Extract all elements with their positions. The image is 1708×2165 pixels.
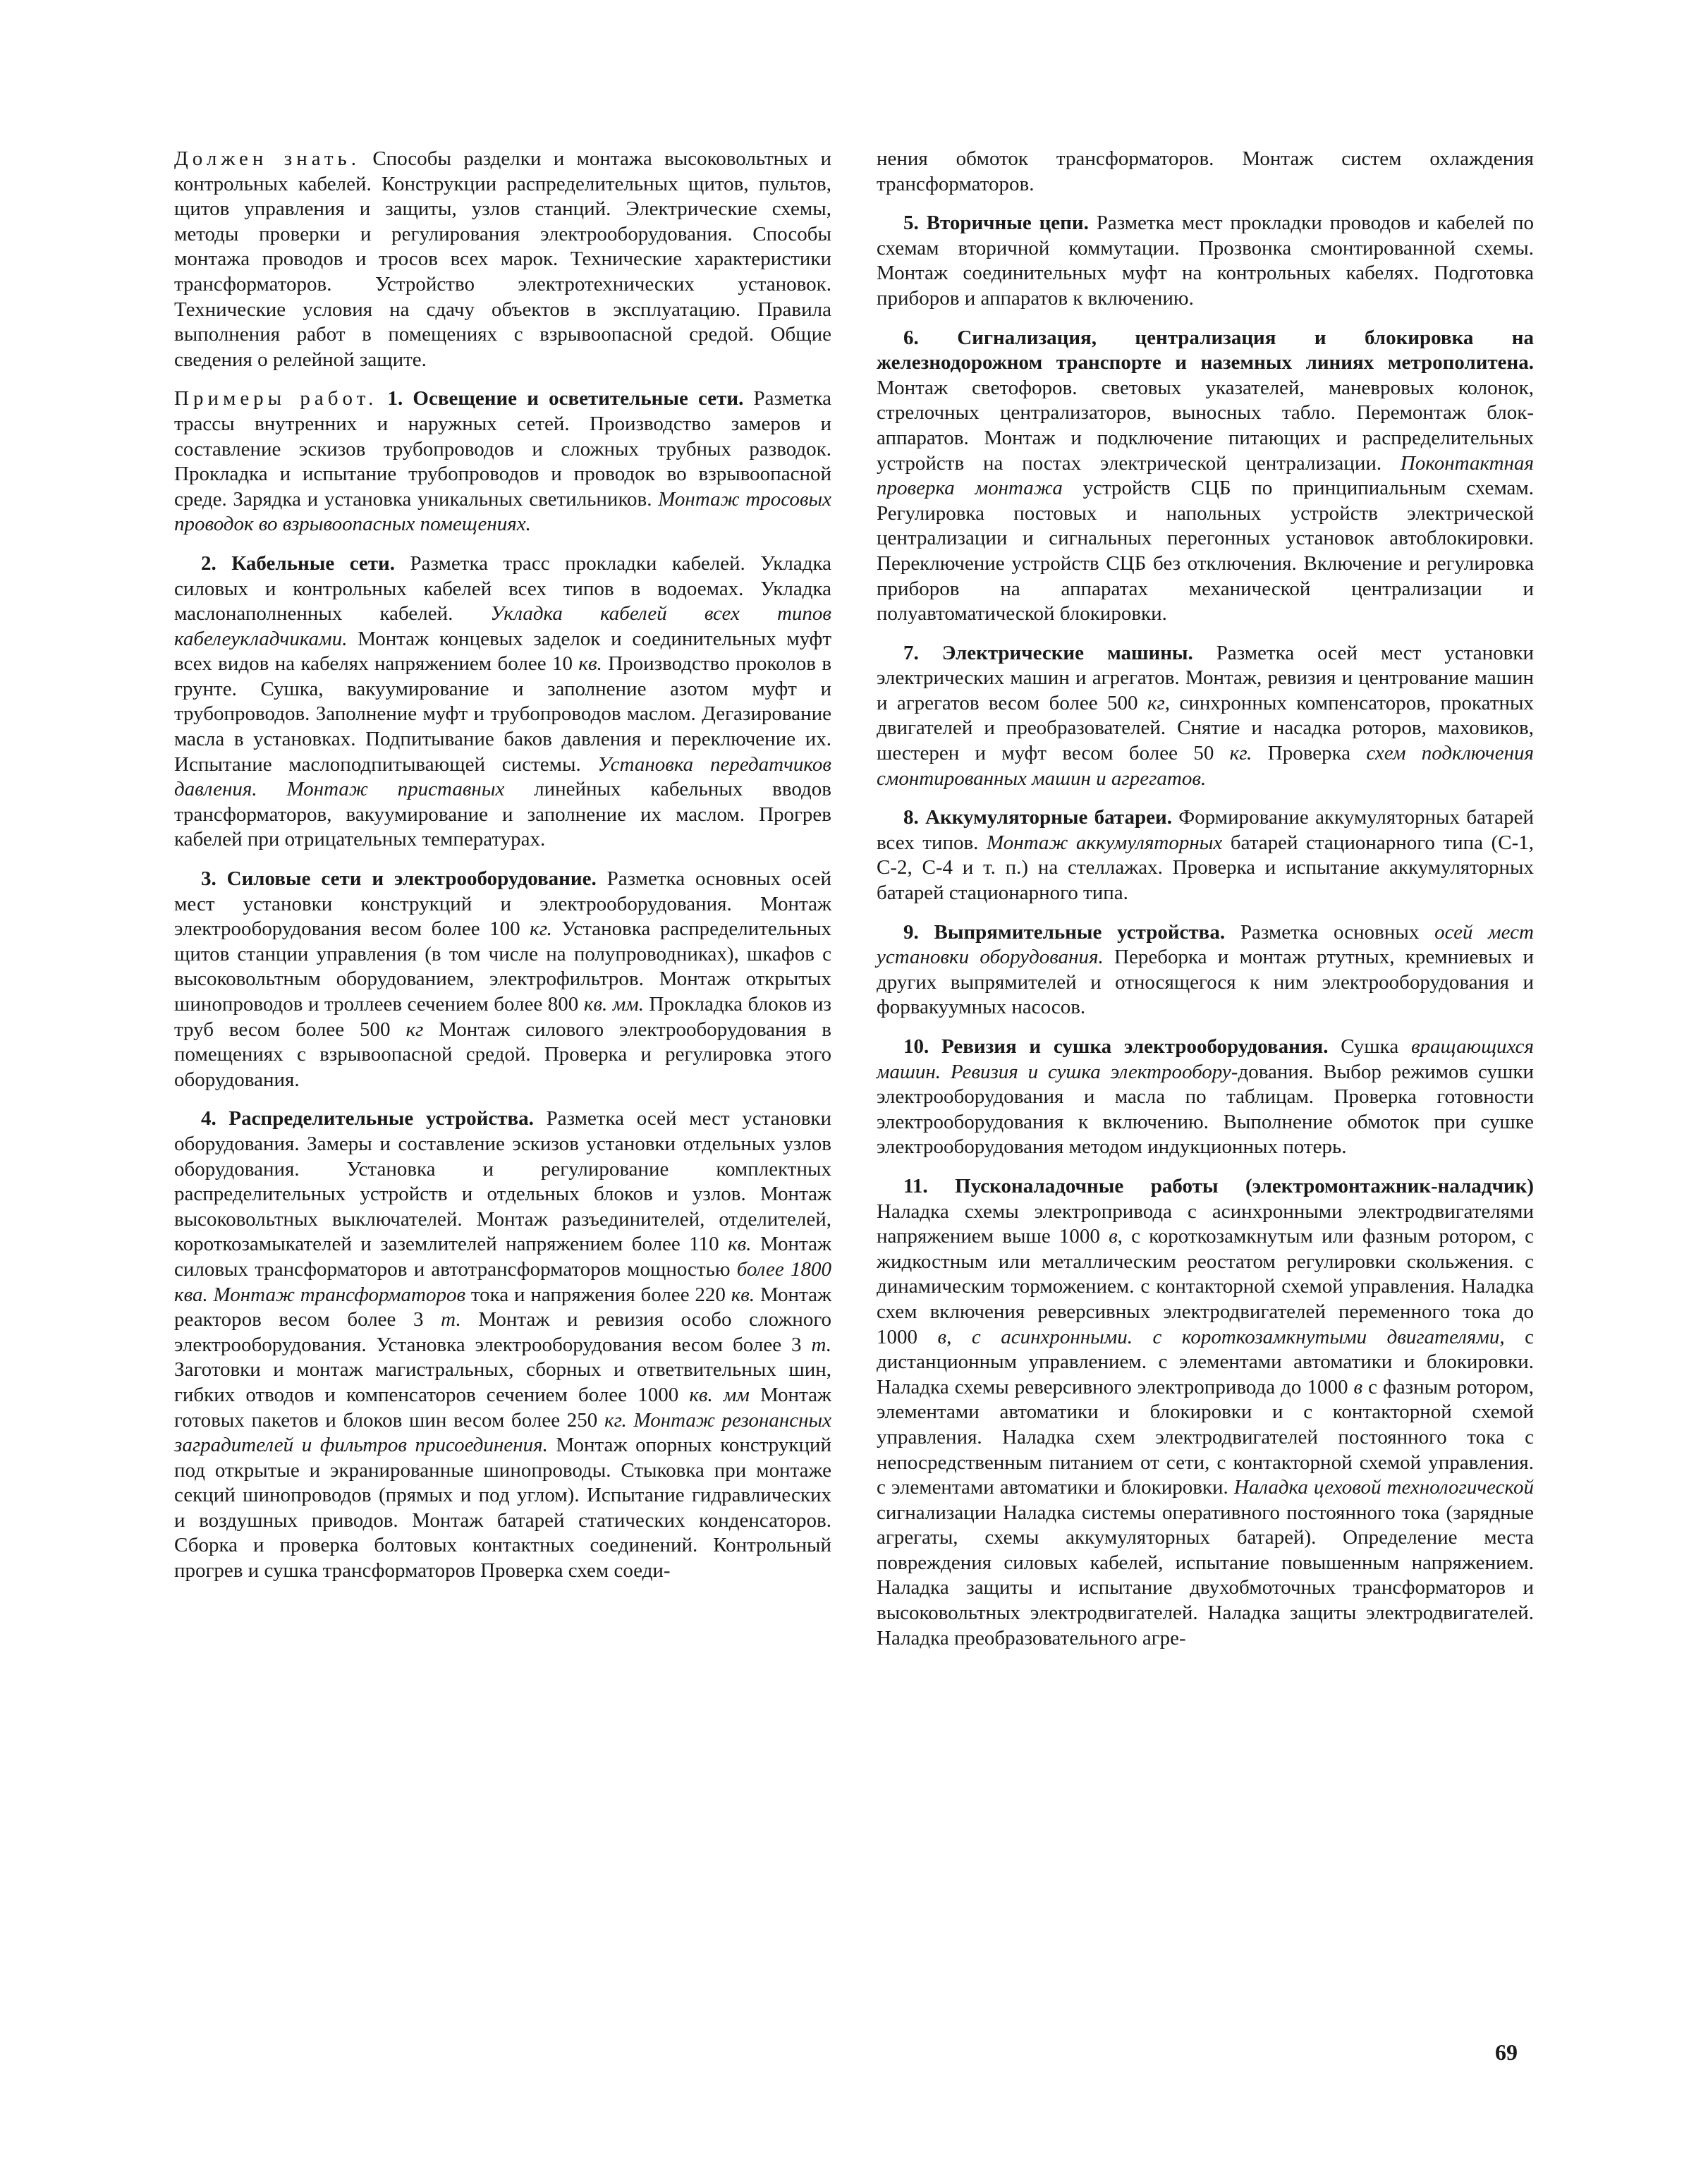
- example-paragraph-5: 5. Вторичные цепи. Разметка мест прокладки проводов и кабелей по схемам вторичной коммутации. Прозвонка смонтированной схемы. Монтаж соединительных муфт на контрольных кабелях. Подготовка приборов и аппаратов к включению.: [877, 212, 1534, 310]
- example-paragraph-11: 11. Пусконаладочные работы (электромонтажник-наладчик) Наладка схемы электропривода с асинхронными электродвигателями напряжением выше 1000 в, с короткозамкнутым или фазным ротором, с жидкостным или металлическим реостатом регулировки скольжения. с динамическим торможением. с контакторной схемой управления. Наладка схем включения реверсивных электродвигателей переменного тока до 1000 в, с асинхронными. с короткозамкнутыми двигателями, с дистанционным управлением. с элементами автоматики и блокировки. Наладка схемы реверсивного электропривода до 1000 в с фазным ротором, элементами автоматики и блокировки и с контакторной схемой управления. Наладка схем электродвигателей постоянного тока с непосредственным питанием от сети, с контакторной схемой управления. с элементами автоматики и блокировки. Наладка цеховой технологической сигнализации Наладка системы оперативного постоянного тока (зарядные агрегаты, схемы аккумуляторных батарей). Определение места повреждения силовых кабелей, испытание повышенным напряжением. Наладка защиты и испытание двухобмоточных трансформаторов и высоковольтных электродвигателей. Наладка защиты электродвигателей. Наладка преобразовательного агре-: [877, 1174, 1535, 1649]
- example-paragraph-3: 3. Силовые сети и электрооборудование. Разметка основных осей мест установки конструкций и электрооборудования. Монтаж электрооборудования весом более 100 кг. Установка распределительных щитов станции управления (в том числе на полупроводниках), шкафов с высоковольтным оборудованием, электрофильтров. Монтаж открытых шинопроводов и троллеев сечением более 800 кв. мм. Прокладка блоков из труб весом более 500 кг Монтаж силового электрооборудования в помещениях с взрывоопасной средой. Проверка и регулировка этого оборудования.: [174, 867, 831, 1091]
- example-paragraph-1: Примеры работ. 1. Освещение и осветительные сети. Разметка трассы внутренних и наружных сетей. Производство замеров и составление эскизов трубопроводов и сложных трубных разводок. Прокладка и испытание трубопроводов и проводок во взрывоопасной среде. Зарядка и установка уникальных светильников. Монтаж тросовых проводок во взрывоопасных помещениях.: [174, 387, 831, 536]
- section-heading: 5. Вторичные цепи.: [903, 212, 1089, 235]
- section-heading: 4. Распределительные устройства.: [201, 1107, 534, 1130]
- section-heading: 8. Аккумуляторные батареи.: [903, 806, 1172, 829]
- example-paragraph-10: 10. Ревизия и сушка электрооборудования. Сушка вращающихся машин. Ревизия и сушка электрообору-дования. Выбор режимов сушки электрооборудования и масла по таблицам. Проверка готовности электрооборудования к включению. Выполнение обмоток при сушке электрооборудования методом индукционных потерь.: [877, 1035, 1534, 1159]
- section-heading: 3. Силовые сети и электрооборудование.: [201, 867, 597, 891]
- section-heading: 6. Сигнализация, централизация и блокировка на железнодорожном транспорте и наземных линиях метрополитена.: [877, 326, 1534, 374]
- example-paragraph-8: 8. Аккумуляторные батареи. Формирование аккумуляторных батарей всех типов. Монтаж аккумуляторных батарей стационарного типа (С-1, С-2, С-4 и т. п.) на стеллажах. Проверка и испытание аккумуляторных батарей стационарного типа.: [877, 806, 1534, 905]
- continuation-paragraph: нения обмоток трансформаторов. Монтаж систем охлаждения трансформаторов.: [877, 147, 1534, 195]
- page-number: 69: [1495, 2039, 1518, 2065]
- lead-label: Примеры работ.: [174, 387, 378, 410]
- example-paragraph-6: 6. Сигнализация, централизация и блокировка на железнодорожном транспорте и наземных линиях метрополитена. Монтаж светофоров. световых указателей, маневровых колонок, стрелочных централизаторов, выносных табло. Перемонтаж блок-аппаратов. Монтаж и подключение питающих и распределительных устройств на постах электрической централизации. Поконтактная проверка монтажа устройств СЦБ по принципиальным схемам. Регулировка постовых и напольных устройств электрической централизации и сигнальных перегонных установок автоблокировки. Переключение устройств СЦБ без отключения. Включение и регулировка приборов на аппаратах механической централизации и полуавтоматической блокировки.: [877, 326, 1534, 626]
- lead-label: Должен знать.: [174, 147, 360, 170]
- example-paragraph-2: 2. Кабельные сети. Разметка трасс прокладки кабелей. Укладка силовых и контрольных кабелей всех типов в водоемах. Укладка маслонаполненных кабелей. Укладка кабелей всех типов кабелеукладчиками. Монтаж концевых заделок и соединительных муфт всех видов на кабелях напряжением более 10 кв. Производство проколов в грунте. Сушка, вакуумирование и заполнение азотом муфт и трубопроводов. Заполнение муфт и трубопроводов маслом. Дегазирование масла в установках. Подпитывание баков давления и переключение их. Испытание маслоподпитывающей системы. Установка передатчиков давления. Монтаж приставных линейных кабельных вводов трансформаторов, вакуумирование и заполнение их маслом. Прогрев кабелей при отрицательных температурах.: [174, 551, 832, 851]
- left-column: [174, 147, 831, 1598]
- example-paragraph-9: 9. Выпрямительные устройства. Разметка основных осей мест установки оборудования. Переборка и монтаж ртутных, кремниевых и других выпрямителей и относящегося к ним электрооборудования и форвакуумных насосов.: [877, 920, 1534, 1019]
- section-heading: 1. Освещение и осветительные сети.: [377, 387, 744, 410]
- section-heading: 9. Выпрямительные устройства.: [903, 920, 1226, 944]
- section-heading: 2. Кабельные сети.: [201, 551, 396, 575]
- example-paragraph-4: 4. Распределительные устройства. Разметка осей мест установки оборудования. Замеры и составление эскизов установки отдельных узлов оборудования. Установка и регулирование комплектных распределительных устройств и отдельных блоков и узлов. Монтаж высоковольтных выключателей. Монтаж разъединителей, отделителей, короткозамыкателей и заземлителей напряжением более 110 кв. Монтаж силовых трансформаторов и автотрансформаторов мощностью более 1800 ква. Монтаж трансформаторов тока и напряжения более 220 кв. Монтаж реакторов весом более 3 т. Монтаж и ревизия особо сложного электрооборудования. Установка электрооборудования весом более 3 т. Заготовки и монтаж магистральных, сборных и ответвительных шин, гибких отводов и компенсаторов сечением более 1000 кв. мм Монтаж готовых пакетов и блоков шин весом более 250 кг. Монтаж резонансных заградителей и фильтров присоединения. Монтаж опорных конструкций под открытые и экранированные шинопроводы. Стыковка при монтаже секций шинопроводов (прямых и под углом). Испытание гидравлических и воздушных приводов. Монтаж батарей статических конденсаторов. Сборка и проверка болтовых контактных соединений. Контрольный прогрев и сушка трансформаторов Проверка схем соеди-: [174, 1107, 832, 1582]
- section-heading: 10. Ревизия и сушка электрооборудования.: [903, 1035, 1329, 1058]
- example-paragraph-7: 7. Электрические машины. Разметка осей мест установки электрических машин и агрегатов. Монтаж, ревизия и центрование машин и агрегатов весом более 500 кг, синхронных компенсаторов, прокатных двигателей и преобразователей. Снятие и насадка роторов, маховиков, шестерен и муфт весом более 50 кг. Проверка схем подключения смонтированных машин и агрегатов.: [877, 641, 1534, 790]
- section-heading: 11. Пусконаладочные работы (электромонтажник-наладчик): [903, 1174, 1534, 1197]
- knowledge-paragraph: Должен знать. Способы разделки и монтажа высоковольтных и контрольных кабелей. Конструкции распределительных щитов, пультов, щитов управления и защиты, узлов станций. Электрические схемы, методы проверки и регулирования электрооборудования. Способы монтажа проводов и тросов всех марок. Технические характеристики трансформаторов. Устройство электротехнических установок. Технические условия на сдачу объектов в эксплуатацию. Правила выполнения работ в помещениях с взрывоопасной средой. Общие сведения о релейной защите.: [174, 147, 831, 371]
- right-column: [877, 147, 1534, 1665]
- section-heading: 7. Электрические машины.: [903, 641, 1193, 664]
